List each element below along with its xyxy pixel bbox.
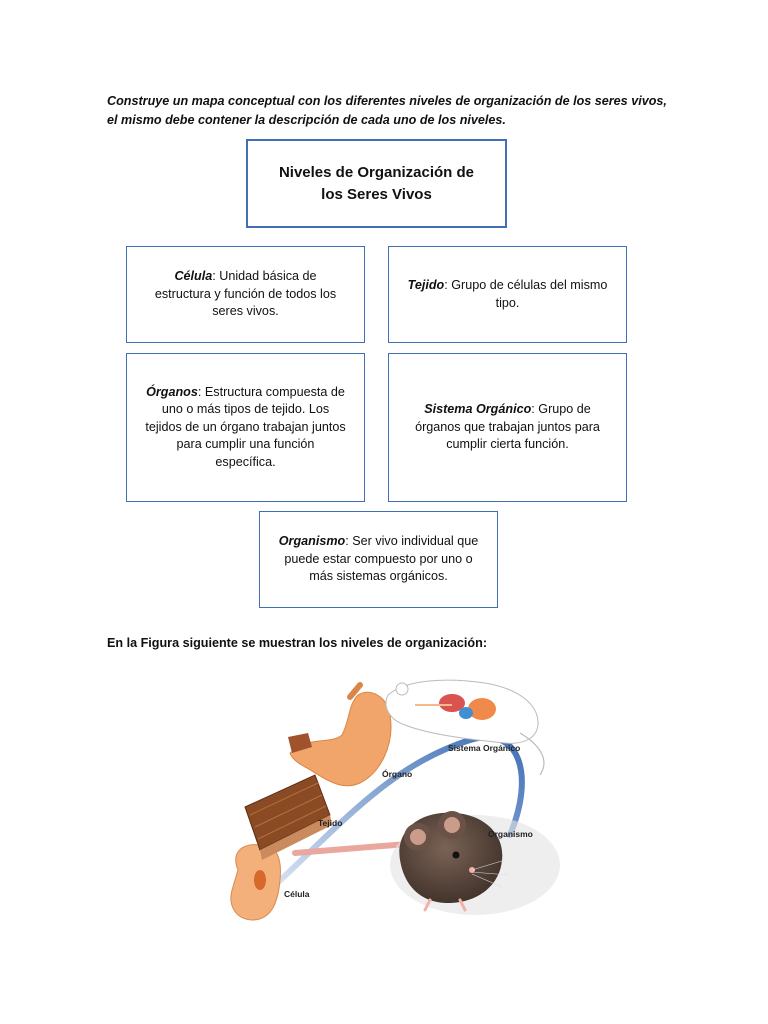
mouse-organism-illustration xyxy=(390,811,560,915)
organos-box xyxy=(126,353,365,502)
label-organismo: Organismo xyxy=(488,829,533,839)
map-title-line2: los Seres Vivos xyxy=(321,185,432,203)
stomach-illustration xyxy=(288,685,391,786)
sistema-box xyxy=(388,353,627,502)
sistema-desc: : Grupo de órganos que trabajan juntos para cumplir cierta función. xyxy=(415,402,600,452)
celula-desc: : Unidad básica de estructura y función de todos los seres vivos. xyxy=(154,269,337,319)
tejido-term: Tejido xyxy=(407,278,445,292)
label-celula: Célula xyxy=(284,889,310,899)
sistema-term: Sistema Orgánico xyxy=(424,402,532,417)
celula-term: Célula xyxy=(174,269,213,284)
organos-term: Órganos xyxy=(146,384,198,399)
figure-caption: En la Figura siguiente se muestran los niveles de organización: xyxy=(107,636,488,650)
map-title-box xyxy=(246,139,507,228)
celula-box xyxy=(126,246,365,343)
organization-levels-figure xyxy=(220,675,560,930)
organismo-desc: : Ser vivo individual que puede estar compuesto por uno o más sistemas orgánicos. xyxy=(284,534,479,584)
tejido-desc: : Grupo de células del mismo tipo. xyxy=(444,278,608,310)
organos-desc: : Estructura compuesta de uno o más tipos de tejido. Los tejidos de un órgano trabajan juntos para cumplir una función específica. xyxy=(145,384,346,469)
label-sistema: Sistema Orgánico xyxy=(448,743,521,753)
instruction-text: Construye un mapa conceptual con los diferentes niveles de organización de los seres vivos, el mismo debe contener la descripción de cada uno de los niveles. xyxy=(107,94,667,127)
map-title-line1: Niveles de Organización de xyxy=(278,163,475,181)
label-tejido: Tejido xyxy=(318,818,343,828)
label-organo: Órgano xyxy=(382,769,413,779)
cell-illustration xyxy=(231,845,281,920)
tejido-box xyxy=(388,246,627,343)
organismo-term: Organismo xyxy=(278,534,346,549)
organismo-box xyxy=(259,511,498,608)
